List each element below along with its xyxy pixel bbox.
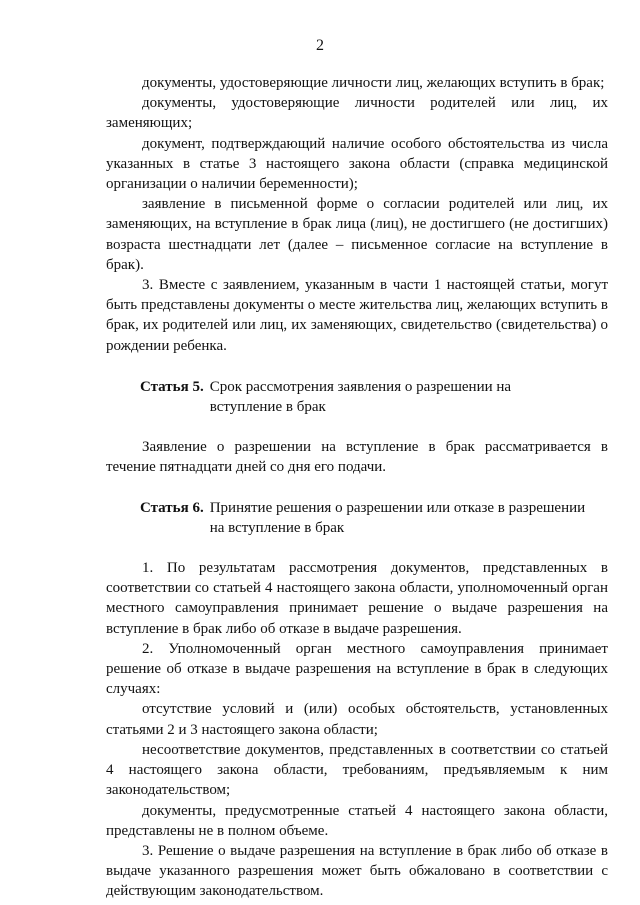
paragraph-identity-documents: документы, удостоверяющие личности лиц, желающих вступить в брак; — [142, 75, 605, 91]
article-5-label: Статья 5. — [140, 378, 204, 395]
paragraph-review-period: Заявление о разрешении на вступление в брак рассматривается в течение пятнадцати дней со дня его подачи. — [106, 439, 608, 476]
article-5-title: Срок рассмотрения заявления о разрешении на вступление в брак — [209, 378, 512, 416]
paragraph-special-circumstance: документ, подтверждающий наличие особого обстоятельства из числа указанных в статье 3 настоящего закона области (справка медицинской организации о наличии беременности); — [106, 135, 608, 193]
paragraph-parents-documents: документы, удостоверяющие личности родителей или лиц, их заменяющих; — [106, 95, 608, 132]
article-6-title: Принятие решения о разрешении или отказе в разрешении на вступление в брак — [209, 499, 586, 536]
article-6-heading — [140, 498, 586, 538]
page-number: 2 — [316, 37, 324, 54]
paragraph-refusal-nonconformity: несоответствие документов, представленных в соответствии со статьей 4 настоящего закона области, требованиям, предъявляемым к ним законодательством; — [106, 741, 608, 799]
paragraph-additional-documents: 3. Вместе с заявлением, указанным в части 1 настоящей статьи, могут быть представлены документы о месте жительства лиц, желающих вступить в брак, их родителей или лиц, их заменяющих, свидетельство (свидетельства) о рождении ребенка. — [106, 277, 608, 354]
paragraph-refusal-no-conditions: отсутствие условий и (или) особых обстоятельств, установленных статьями 2 и 3 настоящего закона области; — [106, 701, 608, 738]
article-5-heading — [140, 377, 586, 417]
paragraph-appeal: 3. Решение о выдаче разрешения на вступление в брак либо об отказе в выдаче указанного разрешения может быть обжаловано в соответствии с действующим законодательством. — [106, 842, 608, 900]
paragraph-refusal-cases: 2. Уполномоченный орган местного самоуправления принимает решение об отказе в выдаче разрешения на вступление в брак в следующих случаях: — [106, 640, 608, 698]
article-6-label: Статья 6. — [140, 499, 204, 516]
paragraph-written-consent: заявление в письменной форме о согласии родителей или лиц, их заменяющих, на вступление в брак лица (лиц), не достигшего (не достигших) возраста шестнадцати лет (далее – письменное согласие на вступление в брак). — [106, 196, 608, 273]
paragraph-decision: 1. По результатам рассмотрения документов, представленных в соответствии со статьей 4 настоящего закона области, уполномоченный орган местного самоуправления принимает решение о выдаче разрешения на вступление в брак либо об отказе в выдаче разрешения. — [106, 560, 608, 637]
document-body — [106, 73, 608, 902]
paragraph-refusal-incomplete: документы, предусмотренные статьей 4 настоящего закона области, представлены не в полном объеме. — [106, 802, 608, 839]
